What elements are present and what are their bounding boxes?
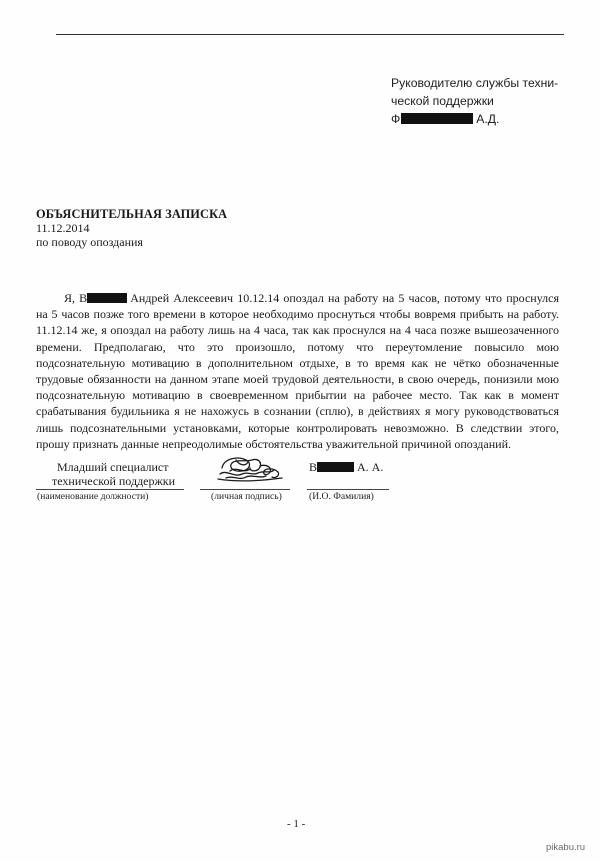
employee-name: [309, 460, 383, 475]
signature-block: [0, 460, 600, 510]
name-initials: А. А.: [357, 460, 384, 474]
position-line-2: технической поддержки: [52, 474, 176, 488]
addressee-initial: Ф: [391, 112, 401, 126]
page-number: - 1 -: [287, 818, 306, 830]
addressee-initials: А.Д.: [476, 112, 500, 126]
signature-caption: (личная подпись): [211, 491, 282, 502]
redaction-bar: [401, 113, 473, 124]
addressee-line-2: ческой поддержки: [391, 94, 494, 108]
body-text: Андрей Алексеевич 10.12.14 опоздал на работу на 5 часов, потому что проснулся на 5 часов позже того времени в которое необходимо проснуться чтобы вовремя прибыть на работу. 11.12.14 же, я опоздал на работу лишь на 4 часа, так как проснулся на 4 часа позже вышеозаченного времени. Предполагаю, что это произошло, потому что переутомление повысило мою подсознательную мотивацию в дополнительном отдыхе, в то время как не чётко обозначенные трудовые обязанности на данном этапе моей трудовой деятельности, в свою очередь, понизили мою подсознательную мотивацию в своевременном прибытии на рабочее место. Так как в момент срабатывания будильника я не нахожусь в сознании (сплю), в действиях я могу руководствоваться лишь подсознательными установками, которые контролировать невозможно. В следствии этого, прошу признать данные непреодолимые обстоятельства уважительной причиной опозданий.: [36, 291, 559, 451]
signature-underline: [200, 489, 290, 490]
watermark: pikabu.ru: [546, 842, 586, 853]
name-initial: В: [309, 460, 318, 474]
position-underline: [36, 489, 184, 490]
addressee-block: [391, 74, 558, 128]
name-caption: (И.О. Фамилия): [309, 491, 374, 502]
redaction-bar: [87, 293, 127, 303]
top-rule: [56, 34, 564, 35]
document-title: ОБЪЯСНИТЕЛЬНАЯ ЗАПИСКА: [36, 207, 228, 221]
position-caption: (наименование должности): [37, 491, 149, 502]
redaction-bar: [317, 462, 354, 472]
handwritten-signature: [216, 454, 286, 486]
name-underline: [307, 489, 389, 490]
document-date: 11.12.2014: [36, 221, 90, 235]
body-paragraph: [36, 290, 559, 452]
body-prefix: Я, В: [64, 291, 88, 305]
addressee-line-3: [391, 110, 558, 128]
addressee-line-1: Руководителю службы техни-: [391, 76, 559, 90]
document-subject: по поводу опоздания: [36, 235, 143, 249]
position-line-1: Младший специалист: [57, 460, 169, 474]
